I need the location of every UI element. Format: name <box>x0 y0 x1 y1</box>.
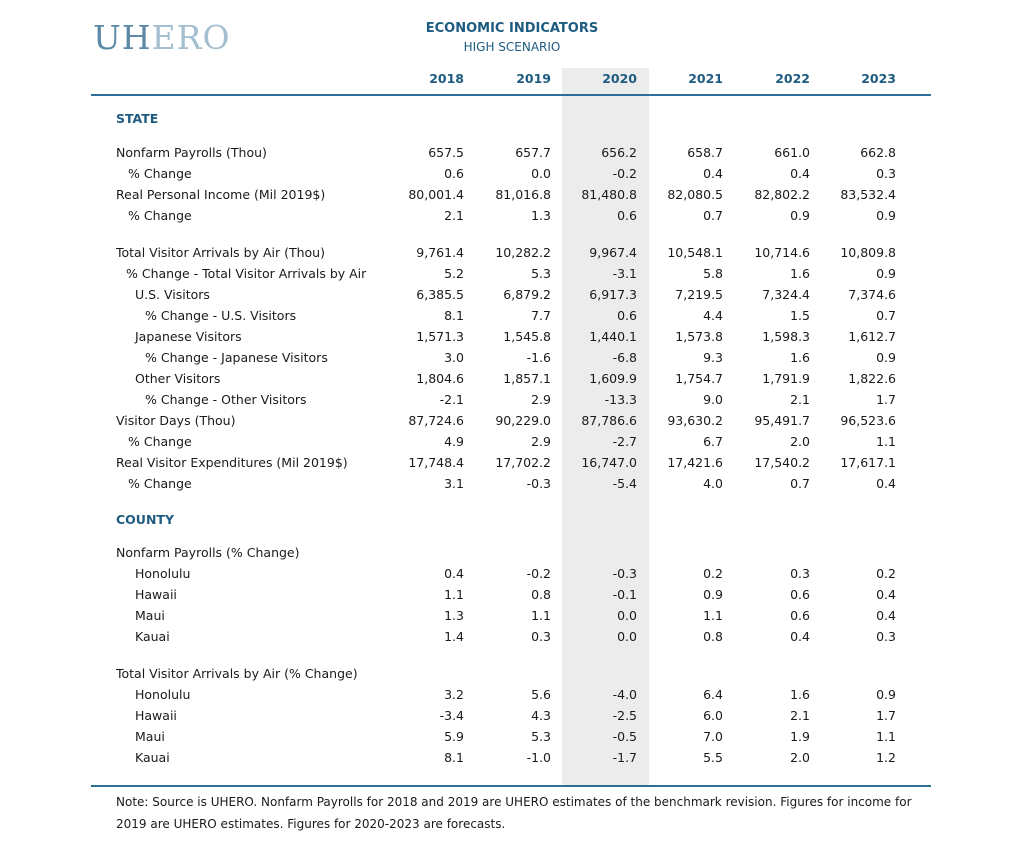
cell-2019: 17,702.2 <box>495 455 551 470</box>
table-row <box>0 389 1024 410</box>
cell-2023: 0.2 <box>876 566 896 581</box>
cell-2023: 1.1 <box>876 729 896 744</box>
cell-2021: 17,421.6 <box>667 455 723 470</box>
row-label: Other Visitors <box>135 371 221 386</box>
table-row <box>0 284 1024 305</box>
cell-2023: 0.3 <box>876 629 896 644</box>
row-label: Maui <box>135 608 165 623</box>
cell-2020: -4.0 <box>612 687 637 702</box>
table-row <box>0 626 1024 647</box>
cell-2018: 0.6 <box>444 166 464 181</box>
cell-2021: 4.0 <box>703 476 723 491</box>
table-row <box>0 184 1024 205</box>
row-label: Maui <box>135 729 165 744</box>
cell-2022: 2.0 <box>790 750 810 765</box>
cell-2018: 17,748.4 <box>408 455 464 470</box>
cell-2020: 16,747.0 <box>581 455 637 470</box>
year-header-2018: 2018 <box>429 71 464 86</box>
table-row <box>0 563 1024 584</box>
cell-2018: 4.9 <box>444 434 464 449</box>
cell-2023: 0.4 <box>876 476 896 491</box>
cell-2018: 6,385.5 <box>416 287 464 302</box>
cell-2019: -0.3 <box>526 476 551 491</box>
cell-2023: 7,374.6 <box>848 287 896 302</box>
section-county: COUNTY <box>116 512 174 527</box>
cell-2019: 7.7 <box>531 308 551 323</box>
cell-2021: 6.4 <box>703 687 723 702</box>
table-row <box>0 242 1024 263</box>
row-label: Honolulu <box>135 687 191 702</box>
cell-2020: -6.8 <box>612 350 637 365</box>
table-row <box>0 473 1024 494</box>
cell-2018: 3.0 <box>444 350 464 365</box>
cell-2021: 0.2 <box>703 566 723 581</box>
cell-2019: 1,545.8 <box>503 329 551 344</box>
cell-2019: 2.9 <box>531 434 551 449</box>
footer-divider <box>91 785 931 787</box>
cell-2018: 1.4 <box>444 629 464 644</box>
cell-2021: 5.5 <box>703 750 723 765</box>
year-header-2022: 2022 <box>775 71 810 86</box>
table-row <box>0 584 1024 605</box>
row-label: U.S. Visitors <box>135 287 210 302</box>
cell-2021: 0.7 <box>703 208 723 223</box>
table-row <box>0 305 1024 326</box>
cell-2021: 4.4 <box>703 308 723 323</box>
cell-2018: -2.1 <box>439 392 464 407</box>
cell-2023: 0.4 <box>876 587 896 602</box>
row-label: % Change <box>128 434 192 449</box>
cell-2020: -13.3 <box>604 392 637 407</box>
cell-2022: 17,540.2 <box>754 455 810 470</box>
row-label: Nonfarm Payrolls (Thou) <box>116 145 267 160</box>
cell-2021: 82,080.5 <box>667 187 723 202</box>
page-subtitle: HIGH SCENARIO <box>463 40 561 54</box>
cell-2020: 6,917.3 <box>589 287 637 302</box>
cell-2019: 1.3 <box>531 208 551 223</box>
row-label: Japanese Visitors <box>135 329 242 344</box>
cell-2022: 0.3 <box>790 566 810 581</box>
table-row <box>0 726 1024 747</box>
table-row <box>0 347 1024 368</box>
group-title-label: Nonfarm Payrolls (% Change) <box>116 545 300 560</box>
cell-2023: 0.9 <box>876 208 896 223</box>
cell-2018: 657.5 <box>428 145 464 160</box>
cell-2019: 81,016.8 <box>495 187 551 202</box>
cell-2019: 5.3 <box>531 266 551 281</box>
cell-2020: -2.7 <box>612 434 637 449</box>
cell-2023: 0.4 <box>876 608 896 623</box>
table-row <box>0 452 1024 473</box>
cell-2022: 82,802.2 <box>754 187 810 202</box>
cell-2022: 0.9 <box>790 208 810 223</box>
cell-2019: 5.3 <box>531 729 551 744</box>
cell-2018: 3.1 <box>444 476 464 491</box>
cell-2020: 0.6 <box>617 208 637 223</box>
cell-2019: 5.6 <box>531 687 551 702</box>
cell-2022: 2.1 <box>790 708 810 723</box>
page-title: ECONOMIC INDICATORS <box>425 21 599 36</box>
cell-2019: -1.6 <box>526 350 551 365</box>
cell-2020: -0.3 <box>612 566 637 581</box>
header-divider <box>91 94 931 96</box>
cell-2019: 10,282.2 <box>495 245 551 260</box>
cell-2020: 0.0 <box>617 629 637 644</box>
cell-2023: 1.7 <box>876 708 896 723</box>
cell-2022: 1.6 <box>790 687 810 702</box>
cell-2022: 1,791.9 <box>762 371 810 386</box>
cell-2023: 1.7 <box>876 392 896 407</box>
row-label: Visitor Days (Thou) <box>116 413 236 428</box>
row-label: % Change - Other Visitors <box>145 392 307 407</box>
cell-2023: 10,809.8 <box>840 245 896 260</box>
cell-2021: 0.4 <box>703 166 723 181</box>
cell-2020: 0.0 <box>617 608 637 623</box>
cell-2021: 7.0 <box>703 729 723 744</box>
cell-2020: 1,609.9 <box>589 371 637 386</box>
table-row <box>0 747 1024 768</box>
row-label: Kauai <box>135 750 170 765</box>
row-label: Total Visitor Arrivals by Air (Thou) <box>116 245 325 260</box>
cell-2018: 1,571.3 <box>416 329 464 344</box>
table-row <box>0 263 1024 284</box>
county-group-title <box>0 663 1024 684</box>
cell-2021: 9.3 <box>703 350 723 365</box>
footnote: Note: Source is UHERO. Nonfarm Payrolls for 2018 and 2019 are UHERO estimates of the benchmark revision. Figures for income for 2019 are UHERO estimates. Figures for 2020-2023 are forecasts. <box>116 795 912 831</box>
year-header-2020: 2020 <box>602 71 637 86</box>
cell-2018: 0.4 <box>444 566 464 581</box>
cell-2021: 6.7 <box>703 434 723 449</box>
cell-2019: 0.0 <box>531 166 551 181</box>
cell-2023: 96,523.6 <box>840 413 896 428</box>
cell-2018: 8.1 <box>444 750 464 765</box>
cell-2022: 0.7 <box>790 476 810 491</box>
cell-2023: 662.8 <box>860 145 896 160</box>
cell-2022: 661.0 <box>774 145 810 160</box>
row-label: % Change - Japanese Visitors <box>145 350 328 365</box>
cell-2021: 7,219.5 <box>675 287 723 302</box>
cell-2023: 83,532.4 <box>840 187 896 202</box>
cell-2023: 1.2 <box>876 750 896 765</box>
cell-2019: 0.8 <box>531 587 551 602</box>
cell-2021: 1,573.8 <box>675 329 723 344</box>
cell-2023: 0.9 <box>876 266 896 281</box>
cell-2018: 5.9 <box>444 729 464 744</box>
cell-2019: -1.0 <box>526 750 551 765</box>
row-label: % Change <box>128 208 192 223</box>
cell-2022: 0.6 <box>790 587 810 602</box>
cell-2022: 1.5 <box>790 308 810 323</box>
cell-2019: -0.2 <box>526 566 551 581</box>
table-row <box>0 410 1024 431</box>
row-label: % Change <box>128 166 192 181</box>
cell-2021: 0.8 <box>703 629 723 644</box>
cell-2021: 10,548.1 <box>667 245 723 260</box>
cell-2023: 0.3 <box>876 166 896 181</box>
cell-2022: 10,714.6 <box>754 245 810 260</box>
table-row <box>0 684 1024 705</box>
cell-2020: -0.5 <box>612 729 637 744</box>
cell-2021: 1.1 <box>703 608 723 623</box>
cell-2018: 9,761.4 <box>416 245 464 260</box>
cell-2018: 5.2 <box>444 266 464 281</box>
cell-2021: 0.9 <box>703 587 723 602</box>
cell-2023: 1,612.7 <box>848 329 896 344</box>
cell-2019: 6,879.2 <box>503 287 551 302</box>
cell-2023: 1,822.6 <box>848 371 896 386</box>
cell-2019: 90,229.0 <box>495 413 551 428</box>
logo-part-uh: UH <box>93 18 152 57</box>
row-label: % Change - Total Visitor Arrivals by Air <box>126 266 367 281</box>
county-group-title <box>0 542 1024 563</box>
cell-2023: 0.9 <box>876 350 896 365</box>
cell-2019: 4.3 <box>531 708 551 723</box>
cell-2021: 6.0 <box>703 708 723 723</box>
table-row <box>0 431 1024 452</box>
cell-2019: 657.7 <box>515 145 551 160</box>
cell-2021: 9.0 <box>703 392 723 407</box>
table-row <box>0 142 1024 163</box>
year-header-2021: 2021 <box>688 71 723 86</box>
year-header-2023: 2023 <box>861 71 896 86</box>
cell-2023: 17,617.1 <box>840 455 896 470</box>
row-label: Real Visitor Expenditures (Mil 2019$) <box>116 455 348 470</box>
cell-2019: 2.9 <box>531 392 551 407</box>
cell-2022: 1.9 <box>790 729 810 744</box>
cell-2022: 2.0 <box>790 434 810 449</box>
cell-2023: 0.9 <box>876 687 896 702</box>
cell-2022: 1,598.3 <box>762 329 810 344</box>
cell-2020: 1,440.1 <box>589 329 637 344</box>
row-label: Kauai <box>135 629 170 644</box>
cell-2022: 0.6 <box>790 608 810 623</box>
cell-2020: -3.1 <box>612 266 637 281</box>
section-state: STATE <box>116 111 159 126</box>
cell-2022: 1.6 <box>790 350 810 365</box>
row-label: % Change <box>128 476 192 491</box>
cell-2023: 0.7 <box>876 308 896 323</box>
cell-2022: 0.4 <box>790 629 810 644</box>
logo-part-ero: ERO <box>151 18 231 57</box>
cell-2019: 1,857.1 <box>503 371 551 386</box>
cell-2018: 80,001.4 <box>408 187 464 202</box>
cell-2023: 1.1 <box>876 434 896 449</box>
table-row <box>0 326 1024 347</box>
cell-2020: -1.7 <box>612 750 637 765</box>
table-row <box>0 163 1024 184</box>
row-label: Hawaii <box>135 708 177 723</box>
cell-2021: 658.7 <box>687 145 723 160</box>
cell-2018: -3.4 <box>439 708 464 723</box>
cell-2020: -0.2 <box>612 166 637 181</box>
cell-2021: 1,754.7 <box>675 371 723 386</box>
cell-2020: 87,786.6 <box>581 413 637 428</box>
cell-2020: -2.5 <box>612 708 637 723</box>
cell-2020: -0.1 <box>612 587 637 602</box>
table-row <box>0 705 1024 726</box>
cell-2020: 656.2 <box>601 145 637 160</box>
cell-2018: 1,804.6 <box>416 371 464 386</box>
cell-2020: 0.6 <box>617 308 637 323</box>
cell-2022: 1.6 <box>790 266 810 281</box>
cell-2018: 1.1 <box>444 587 464 602</box>
group-title-label: Total Visitor Arrivals by Air (% Change) <box>116 666 358 681</box>
cell-2018: 8.1 <box>444 308 464 323</box>
cell-2022: 95,491.7 <box>754 413 810 428</box>
row-label: Real Personal Income (Mil 2019$) <box>116 187 326 202</box>
cell-2020: -5.4 <box>612 476 637 491</box>
cell-2019: 1.1 <box>531 608 551 623</box>
cell-2022: 7,324.4 <box>762 287 810 302</box>
table-row <box>0 605 1024 626</box>
cell-2018: 87,724.6 <box>408 413 464 428</box>
row-label: % Change - U.S. Visitors <box>145 308 297 323</box>
cell-2018: 3.2 <box>444 687 464 702</box>
cell-2021: 93,630.2 <box>667 413 723 428</box>
row-label: Hawaii <box>135 587 177 602</box>
cell-2021: 5.8 <box>703 266 723 281</box>
cell-2022: 2.1 <box>790 392 810 407</box>
cell-2018: 2.1 <box>444 208 464 223</box>
cell-2020: 81,480.8 <box>581 187 637 202</box>
table-row <box>0 205 1024 226</box>
year-header-2019: 2019 <box>516 71 551 86</box>
cell-2022: 0.4 <box>790 166 810 181</box>
cell-2019: 0.3 <box>531 629 551 644</box>
cell-2018: 1.3 <box>444 608 464 623</box>
row-label: Honolulu <box>135 566 191 581</box>
cell-2020: 9,967.4 <box>589 245 637 260</box>
table-row <box>0 368 1024 389</box>
